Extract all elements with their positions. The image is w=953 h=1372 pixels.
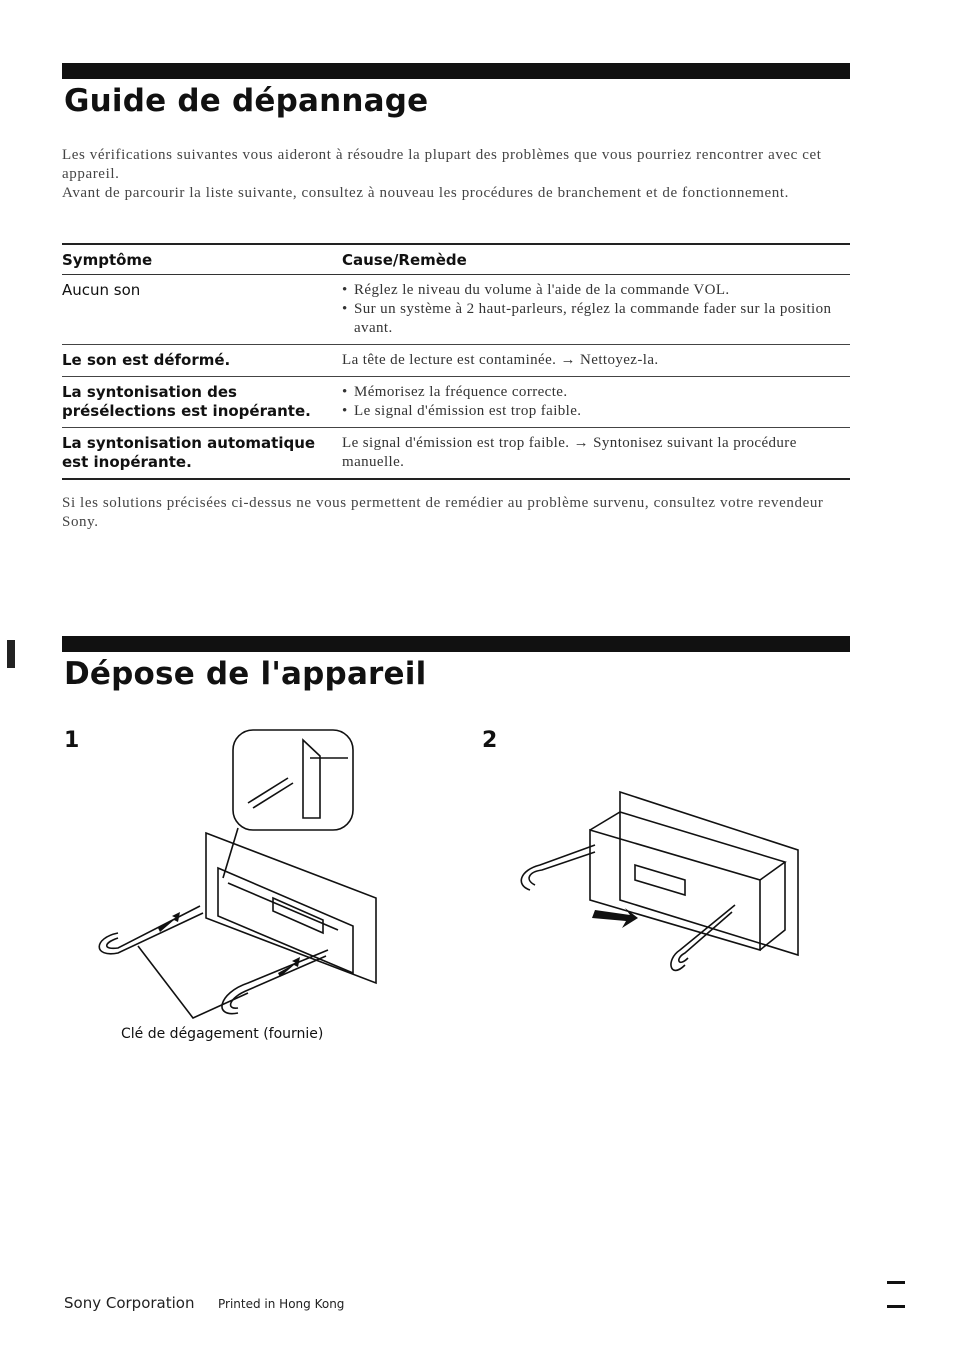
table-row [62, 345, 850, 377]
symptom-cell: La syntonisation des présélections est inopérante. [62, 377, 342, 428]
remedy-list [342, 383, 850, 421]
section-title-removal: Dépose de l'appareil [64, 656, 427, 692]
footer-company: Sony Corporation [64, 1294, 195, 1312]
remedy-list [342, 281, 850, 338]
remedy-cell: Le signal d'émission est trop faible. → Syntonisez suivant la procédure manuelle. [342, 428, 850, 480]
outro-paragraph: Si les solutions précisées ci-dessus ne vous permettent de remédier au problème survenu, consultez votre revendeur Sony. [62, 495, 824, 530]
symptom-cell: Aucun son [62, 275, 342, 345]
column-header-cause: Cause/Remède [342, 244, 850, 275]
right-arrow-icon [278, 957, 300, 977]
remedy-item: • Réglez le niveau du volume à l'aide de la commande VOL. [342, 281, 850, 300]
display-window [635, 865, 685, 895]
unit-front [218, 868, 353, 973]
dashboard-frame [620, 792, 798, 955]
remedy-cell: La tête de lecture est contaminée. → Nettoyez-la. [342, 345, 850, 377]
column-header-symptom: Symptôme [62, 244, 342, 275]
illustration-pull-out-unit [510, 790, 830, 980]
intro-paragraph: Les vérifications suivantes vous aideront à résoudre la plupart des problèmes que vous pourriez rencontrer avec cet appareil. [62, 147, 822, 182]
footer-printed: Printed in Hong Kong [218, 1297, 345, 1311]
edge-mark [887, 1281, 905, 1284]
remedy-item: • Le signal d'émission est trop faible. [342, 402, 850, 421]
section-bar [62, 636, 850, 652]
dashboard-frame [206, 833, 376, 983]
intro-paragraph: Avant de parcourir la liste suivante, consultez à nouveau les procédures de branchement et de fonctionnement. [62, 185, 789, 201]
step-number-2: 2 [482, 728, 498, 753]
table-header-row [62, 244, 850, 275]
symptom-cell: Le son est déformé. [62, 345, 342, 377]
remedy-cell [342, 377, 850, 428]
symptom-cell: La syntonisation automatique est inopérante. [62, 428, 342, 480]
margin-tab-mark [7, 640, 15, 668]
release-key-right [222, 950, 328, 1014]
remedy-item: • Mémorisez la fréquence correcte. [342, 383, 850, 402]
edge-mark [887, 1305, 905, 1308]
zoom-detail [233, 730, 353, 830]
section-bar [62, 63, 850, 79]
remedy-item: • Sur un système à 2 haut-parleurs, réglez la commande fader sur la position avant. [342, 300, 850, 338]
table-row [62, 428, 850, 480]
unit-body [590, 830, 760, 950]
table-row [62, 377, 850, 428]
remedy-cell [342, 275, 850, 345]
display-window [273, 898, 323, 933]
step-number-1: 1 [64, 728, 80, 753]
troubleshooting-table [62, 243, 850, 480]
illustration-insert-release-keys [88, 728, 388, 1028]
pull-arrow-icon [592, 908, 638, 928]
table-row [62, 275, 850, 345]
release-key-caption: Clé de dégagement (fournie) [121, 1026, 324, 1042]
section-title-troubleshooting: Guide de dépannage [64, 83, 429, 119]
